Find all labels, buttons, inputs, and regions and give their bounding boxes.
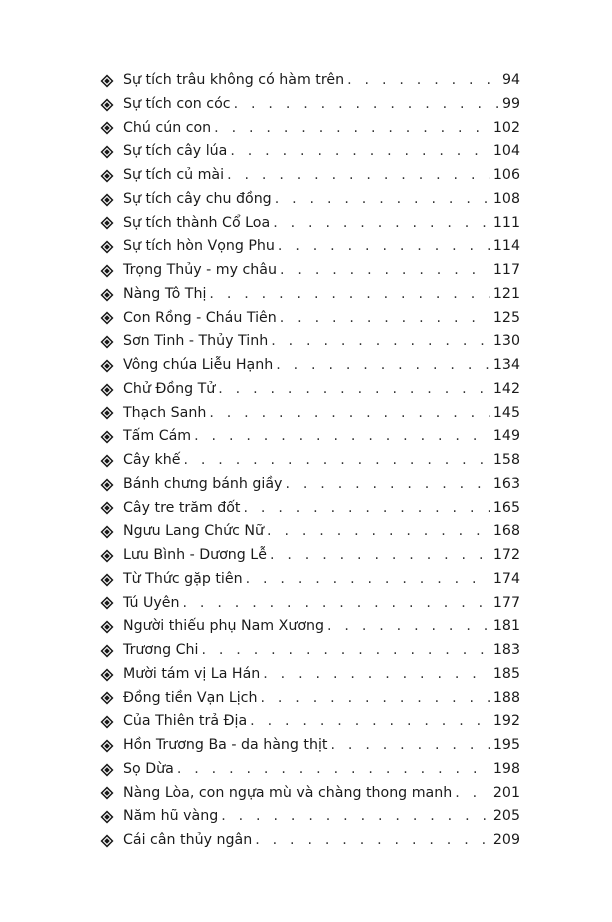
diamond-bullet-icon (100, 406, 114, 420)
dot-leader (227, 164, 490, 188)
toc-entry-title: Người thiếu phụ Nam Xương (123, 618, 324, 635)
dot-leader (230, 140, 490, 164)
toc-entry-title: Đồng tiền Vạn Lịch (123, 689, 258, 706)
diamond-bullet-icon (100, 525, 114, 539)
dot-leader (177, 758, 490, 782)
toc-entry[interactable] (100, 402, 520, 426)
dot-leader (270, 544, 490, 568)
toc-entry[interactable] (100, 497, 520, 521)
toc-entry[interactable] (100, 235, 520, 259)
toc-entry-title: Bánh chưng bánh giầy (123, 475, 283, 492)
dot-leader (209, 402, 490, 426)
diamond-bullet-icon (100, 739, 114, 753)
diamond-bullet-icon (100, 715, 114, 729)
toc-entry[interactable] (100, 140, 520, 164)
toc-entry-page-number: 142 (492, 380, 520, 397)
dot-leader (194, 425, 490, 449)
dot-leader (214, 117, 490, 141)
toc-entry-page-number: 114 (492, 238, 520, 255)
toc-entry[interactable] (100, 473, 520, 497)
toc-entry-title: Sự tích cây lúa (123, 143, 228, 160)
toc-entry-title: Nàng Tô Thị (123, 285, 207, 302)
dot-leader (327, 615, 490, 639)
toc-entry-page-number: 172 (492, 547, 520, 563)
dot-leader (255, 829, 490, 853)
toc-entry[interactable] (100, 354, 520, 378)
diamond-bullet-icon (100, 810, 114, 824)
toc-entry-page-number: 106 (492, 167, 520, 183)
toc-entry-title: Thạch Sanh (123, 404, 207, 421)
diamond-bullet-icon (100, 169, 114, 183)
toc-entry[interactable] (100, 188, 520, 212)
diamond-bullet-icon (100, 763, 114, 777)
dot-leader (280, 307, 490, 331)
dot-leader (218, 378, 490, 402)
toc-entry-title: Sơn Tinh - Thủy Tinh (123, 333, 269, 350)
toc-entry-page-number: 102 (492, 119, 520, 136)
dot-leader (278, 235, 490, 259)
toc-entry-title: Tú Uyên (123, 594, 180, 611)
diamond-bullet-icon (100, 549, 114, 563)
diamond-bullet-icon (100, 573, 114, 587)
toc-entry-page-number: 168 (492, 523, 520, 540)
toc-entry-page-number: 145 (492, 404, 520, 421)
diamond-bullet-icon (100, 644, 114, 658)
toc-entry[interactable] (100, 69, 520, 93)
diamond-bullet-icon (100, 264, 114, 278)
toc-entry[interactable] (100, 330, 520, 354)
toc-entry-page-number: 111 (492, 214, 520, 231)
dot-leader (285, 473, 489, 497)
toc-entry[interactable] (100, 520, 520, 544)
toc-entry[interactable] (100, 378, 520, 402)
toc-entry-page-number: 198 (492, 760, 520, 777)
diamond-bullet-icon (100, 454, 114, 468)
dot-leader (455, 782, 490, 806)
toc-entry[interactable] (100, 734, 520, 758)
toc-entry-title: Sự tích trâu không có hàm trên (123, 72, 345, 88)
toc-entry[interactable] (100, 592, 520, 616)
toc-entry-title: Năm hũ vàng (123, 808, 219, 825)
toc-entry-title: Của Thiên trả Địa (123, 713, 248, 730)
toc-entry-title: Sự tích cây chu đồng (123, 190, 272, 207)
toc-entry-title: Sự tích con cóc (123, 95, 231, 112)
toc-entry-title: Hồn Trương Ba - da hàng thịt (123, 737, 328, 753)
toc-entry[interactable] (100, 164, 520, 188)
toc-entry-page-number: 117 (492, 262, 520, 278)
toc-entry[interactable] (100, 687, 520, 711)
toc-entry-title: Ngưu Lang Chức Nữ (123, 523, 265, 540)
toc-entry-title: Cái cân thủy ngân (123, 832, 253, 848)
dot-leader (183, 449, 489, 473)
dot-leader (280, 259, 490, 283)
toc-entry[interactable] (100, 117, 520, 141)
toc-entry[interactable] (100, 425, 520, 449)
toc-entry-page-number: 192 (492, 713, 520, 730)
toc-entry-title: Sự tích thành Cổ Loa (123, 214, 271, 231)
diamond-bullet-icon (100, 596, 114, 610)
toc-entry-page-number: 108 (492, 190, 520, 207)
toc-entry-title: Sọ Dừa (123, 760, 174, 777)
dot-leader (260, 687, 489, 711)
diamond-bullet-icon (100, 311, 114, 325)
dot-leader (267, 520, 490, 544)
dot-leader (263, 663, 490, 687)
toc-entry[interactable] (100, 615, 520, 639)
toc-entry-page-number: 125 (492, 309, 520, 326)
toc-entry-title: Trọng Thủy - my châu (123, 262, 277, 278)
diamond-bullet-icon (100, 478, 114, 492)
diamond-bullet-icon (100, 240, 114, 254)
dot-leader (347, 69, 499, 93)
table-of-contents (100, 69, 520, 853)
toc-entry-page-number: 205 (492, 808, 520, 825)
diamond-bullet-icon (100, 383, 114, 397)
dot-leader (276, 354, 490, 378)
toc-entry-title: Cây tre trăm đốt (123, 499, 241, 516)
diamond-bullet-icon (100, 145, 114, 159)
dot-leader (330, 734, 489, 758)
toc-entry[interactable] (100, 449, 520, 473)
toc-entry-page-number: 174 (492, 570, 520, 587)
dot-leader (273, 212, 490, 236)
toc-entry-page-number: 185 (492, 665, 520, 682)
toc-entry[interactable] (100, 212, 520, 236)
toc-entry-page-number: 149 (492, 428, 520, 445)
diamond-bullet-icon (100, 501, 114, 515)
toc-entry[interactable] (100, 283, 520, 307)
diamond-bullet-icon (100, 98, 114, 112)
toc-entry-page-number: 195 (492, 737, 520, 753)
dot-leader (234, 93, 499, 117)
toc-entry-title: Trương Chi (123, 642, 199, 658)
toc-entry-page-number: 134 (492, 357, 520, 373)
toc-entry-page-number: 104 (492, 143, 520, 160)
toc-entry[interactable] (100, 782, 520, 806)
toc-entry[interactable] (100, 307, 520, 331)
toc-entry[interactable] (100, 829, 520, 853)
toc-entry[interactable] (100, 710, 520, 734)
toc-entry-title: Cây khế (123, 452, 181, 468)
toc-entry-page-number: 209 (492, 832, 520, 848)
diamond-bullet-icon (100, 193, 114, 207)
toc-entry[interactable] (100, 663, 520, 687)
diamond-bullet-icon (100, 74, 114, 88)
toc-entry-title: Tấm Cám (123, 428, 192, 445)
diamond-bullet-icon (100, 216, 114, 230)
diamond-bullet-icon (100, 786, 114, 800)
toc-entry-page-number: 188 (492, 689, 520, 706)
toc-entry-page-number: 177 (492, 594, 520, 611)
toc-entry-title: Sự tích củ mài (123, 167, 225, 183)
toc-entry-title: Con Rồng - Cháu Tiên (123, 309, 277, 326)
toc-entry-page-number: 158 (492, 452, 520, 468)
diamond-bullet-icon (100, 335, 114, 349)
diamond-bullet-icon (100, 620, 114, 634)
dot-leader (221, 805, 490, 829)
dot-leader (183, 592, 490, 616)
toc-entry-page-number: 201 (492, 784, 520, 801)
dot-leader (275, 188, 490, 212)
toc-entry[interactable] (100, 758, 520, 782)
toc-entry-title: Sự tích hòn Vọng Phu (123, 238, 275, 255)
diamond-bullet-icon (100, 288, 114, 302)
dot-leader (271, 330, 490, 354)
toc-entry-page-number: 94 (501, 72, 520, 88)
dot-leader (250, 710, 490, 734)
toc-entry-title: Vông chúa Liễu Hạnh (123, 357, 274, 373)
toc-entry-title: Chú cún con (123, 119, 212, 136)
diamond-bullet-icon (100, 359, 114, 373)
dot-leader (246, 568, 490, 592)
diamond-bullet-icon (100, 834, 114, 848)
diamond-bullet-icon (100, 121, 114, 135)
toc-entry-title: Nàng Lòa, con ngựa mù và chàng thong manh (123, 784, 453, 801)
toc-entry-page-number: 181 (492, 618, 520, 635)
toc-entry-page-number: 165 (492, 499, 520, 516)
toc-entry-page-number: 163 (492, 475, 520, 492)
dot-leader (201, 639, 489, 663)
toc-entry-title: Mười tám vị La Hán (123, 665, 261, 682)
toc-entry[interactable] (100, 93, 520, 117)
toc-entry-page-number: 99 (501, 95, 520, 112)
toc-entry[interactable] (100, 639, 520, 663)
diamond-bullet-icon (100, 430, 114, 444)
toc-entry-title: Lưu Bình - Dương Lễ (123, 547, 267, 563)
dot-leader (209, 283, 489, 307)
toc-entry[interactable] (100, 544, 520, 568)
dot-leader (244, 497, 490, 521)
toc-entry-page-number: 121 (492, 285, 520, 302)
toc-entry[interactable] (100, 805, 520, 829)
toc-entry-title: Từ Thức gặp tiên (123, 570, 243, 587)
toc-entry-page-number: 130 (492, 333, 520, 350)
toc-entry-title: Chử Đồng Tử (123, 380, 216, 397)
toc-entry[interactable] (100, 259, 520, 283)
toc-entry[interactable] (100, 568, 520, 592)
toc-entry-page-number: 183 (492, 642, 520, 658)
diamond-bullet-icon (100, 668, 114, 682)
diamond-bullet-icon (100, 691, 114, 705)
